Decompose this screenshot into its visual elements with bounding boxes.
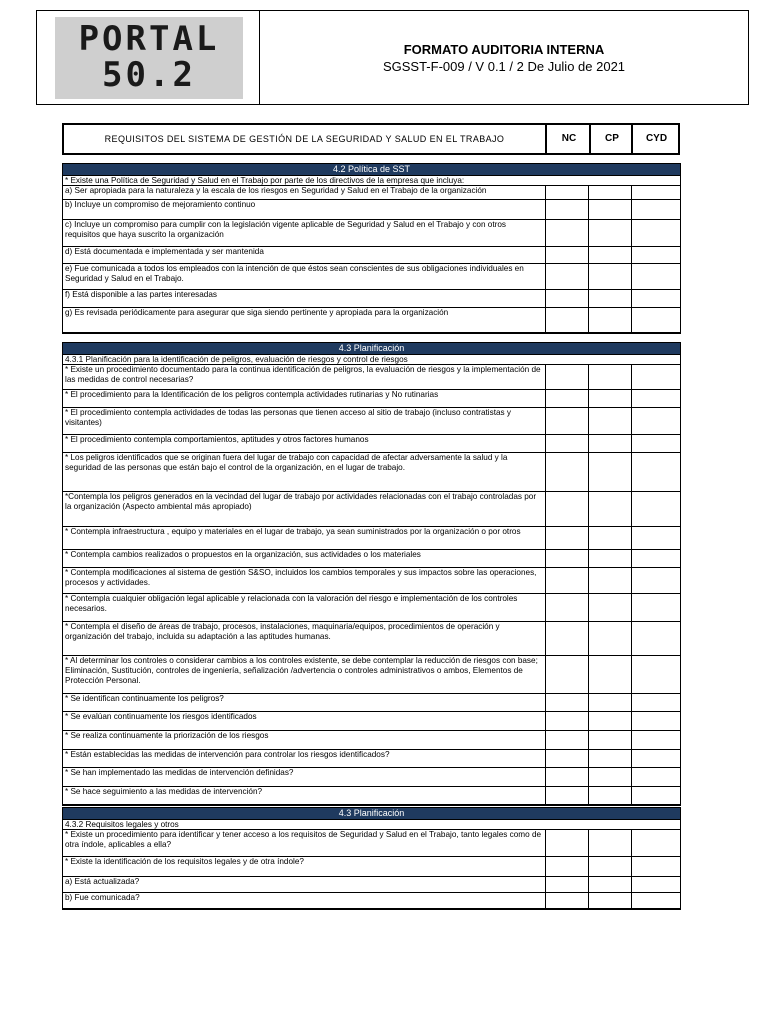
nc-mark-cell[interactable] [546, 750, 589, 768]
nc-mark-cell[interactable] [546, 247, 589, 264]
nc-mark-cell[interactable] [546, 186, 589, 200]
cp-mark-cell[interactable] [589, 750, 632, 768]
table-row [63, 768, 681, 787]
table-row [63, 656, 681, 694]
table-row [63, 787, 681, 806]
portal-logo [55, 17, 243, 99]
requirement-text: * Se identifican continuamente los peligros? [63, 694, 546, 712]
requirements-label: REQUISITOS DEL SISTEMA DE GESTIÓN DE LA SEGURIDAD Y SALUD EN EL TRABAJO [104, 134, 505, 144]
cyd-mark-cell[interactable] [632, 308, 681, 334]
nc-mark-cell[interactable] [546, 290, 589, 308]
cyd-mark-cell[interactable] [632, 492, 681, 527]
nc-mark-cell[interactable] [546, 220, 589, 247]
logo-line-1: PORTAL [78, 19, 220, 59]
section-title: 4.3 Planificación [63, 343, 681, 355]
requirement-text: * El procedimiento contempla actividades de todas las personas que tienen acceso al sitio de trabajo (incluso contratistas y visitantes) [63, 408, 546, 435]
cyd-mark-cell[interactable] [632, 247, 681, 264]
table-row [63, 365, 681, 390]
section-title: 4.3 Planificación [63, 808, 681, 820]
section-subtitle: * Existe una Política de Seguridad y Salud en el Trabajo por parte de los directivos de la empresa que incluya: [63, 176, 681, 186]
cp-mark-cell[interactable] [589, 186, 632, 200]
cp-mark-cell[interactable] [589, 830, 632, 857]
cp-mark-cell[interactable] [589, 656, 632, 694]
logo-cell [37, 11, 260, 104]
requirement-text: * Se han implementado las medidas de intervención definidas? [63, 768, 546, 787]
nc-mark-cell[interactable] [546, 731, 589, 750]
nc-mark-cell[interactable] [546, 893, 589, 910]
cp-mark-cell[interactable] [589, 622, 632, 656]
cp-mark-cell[interactable] [589, 712, 632, 731]
cp-mark-cell[interactable] [589, 550, 632, 568]
document-code: SGSST-F-009 / V 0.1 / 2 De Julio de 2021 [382, 59, 626, 74]
nc-mark-cell[interactable] [546, 492, 589, 527]
nc-mark-cell[interactable] [546, 390, 589, 408]
nc-mark-cell[interactable] [546, 830, 589, 857]
nc-mark-cell[interactable] [546, 308, 589, 334]
requirement-text: * Contempla el diseño de áreas de trabajo, procesos, instalaciones, maquinaria/equipos, procedimientos de operación y organización del trabajo, incluida su adaptación a las aptitudes humanas. [63, 622, 546, 656]
table-row [63, 220, 681, 247]
cyd-mark-cell[interactable] [632, 264, 681, 290]
nc-mark-cell[interactable] [546, 712, 589, 731]
nc-column-header: NC [545, 125, 591, 153]
table-row [63, 186, 681, 200]
nc-mark-cell[interactable] [546, 527, 589, 550]
cp-mark-cell[interactable] [589, 694, 632, 712]
requirement-text: * Contempla modificaciones al sistema de gestión S&SO, incluidos los cambios temporales y sus impactos sobre las operaciones, procesos y actividades. [63, 568, 546, 594]
nc-mark-cell[interactable] [546, 408, 589, 435]
requirement-text: b) Incluye un compromiso de mejoramiento continuo [63, 200, 546, 220]
cp-mark-cell[interactable] [589, 787, 632, 806]
cyd-mark-cell[interactable] [632, 568, 681, 594]
cp-mark-cell[interactable] [589, 220, 632, 247]
cp-mark-cell[interactable] [589, 247, 632, 264]
cp-mark-cell[interactable] [589, 435, 632, 453]
document-title: FORMATO AUDITORIA INTERNA [403, 42, 605, 57]
requirement-text: a) Ser apropiada para la naturaleza y la escala de los riesgos en Seguridad y Salud en el Trabajo de la organización [63, 186, 546, 200]
cyd-mark-cell[interactable] [632, 200, 681, 220]
cyd-mark-cell[interactable] [632, 435, 681, 453]
document-header [36, 10, 749, 105]
nc-mark-cell[interactable] [546, 568, 589, 594]
cp-mark-cell[interactable] [589, 365, 632, 390]
table-row [63, 857, 681, 877]
section-title: 4.2 Política de SST [63, 164, 681, 176]
requirement-text: * El procedimiento para la Identificación de los peligros contempla actividades rutinarias y No rutinarias [63, 390, 546, 408]
nc-mark-cell[interactable] [546, 656, 589, 694]
cyd-mark-cell[interactable] [632, 694, 681, 712]
requirement-text: *Contempla los peligros generados en la vecindad del lugar de trabajo por actividades relacionadas con el trabajo controladas por la organización (Aspecto ambiental más apropiado) [63, 492, 546, 527]
table-row [63, 247, 681, 264]
title-cell [260, 11, 748, 104]
cp-mark-cell[interactable] [589, 453, 632, 492]
table-row [63, 290, 681, 308]
requirement-text: * Al determinar los controles o considerar cambios a los controles existente, se debe contemplar la reducción de riesgos con base; Eliminación, Sustitución, controles de ingeniería, señalización /advertencia o controles administrativos o ambos, Elementos de Protección Personal. [63, 656, 546, 694]
table-row [63, 308, 681, 334]
requirement-text: * Están establecidas las medidas de intervención para controlar los riesgos identificados? [63, 750, 546, 768]
nc-mark-cell[interactable] [546, 877, 589, 893]
table-row [63, 622, 681, 656]
section-requisitos-legales [62, 807, 681, 910]
cyd-mark-cell[interactable] [632, 390, 681, 408]
table-row [63, 453, 681, 492]
cp-mark-cell[interactable] [589, 893, 632, 910]
table-row [63, 694, 681, 712]
cyd-mark-cell[interactable] [632, 365, 681, 390]
nc-mark-cell[interactable] [546, 768, 589, 787]
table-row [63, 200, 681, 220]
cp-mark-cell[interactable] [589, 731, 632, 750]
nc-mark-cell[interactable] [546, 857, 589, 877]
cp-column-header: CP [589, 125, 633, 153]
cyd-mark-cell[interactable] [632, 550, 681, 568]
requirement-text: * Se realiza continuamente la priorización de los riesgos [63, 731, 546, 750]
requirement-text: * Existe un procedimiento documentado para la continua identificación de peligros, la evaluación de riesgos y la implementación de las medidas de control necesarias? [63, 365, 546, 390]
cp-mark-cell[interactable] [589, 594, 632, 622]
requirement-text: * Contempla cambios realizados o propuestos en la organización, sus actividades o los materiales [63, 550, 546, 568]
table-row [63, 435, 681, 453]
section-subtitle: 4.3.2 Requisitos legales y otros [63, 820, 681, 830]
requirement-text: * Se hace seguimiento a las medidas de intervención? [63, 787, 546, 806]
table-row [63, 731, 681, 750]
cp-mark-cell[interactable] [589, 200, 632, 220]
cp-mark-cell[interactable] [589, 290, 632, 308]
table-row [63, 893, 681, 910]
table-row [63, 390, 681, 408]
requirement-text: e) Fue comunicada a todos los empleados con la intención de que éstos sean conscientes de sus obligaciones individuales en Seguridad y Salud en el Trabajo. [63, 264, 546, 290]
cyd-mark-cell[interactable] [632, 768, 681, 787]
requirement-text: * Se evalúan continuamente los riesgos identificados [63, 712, 546, 731]
cyd-mark-cell[interactable] [632, 290, 681, 308]
cp-mark-cell[interactable] [589, 264, 632, 290]
cyd-mark-cell[interactable] [632, 220, 681, 247]
requirement-text: g) Es revisada periódicamente para asegurar que siga siendo pertinente y apropiada para la organización [63, 308, 546, 334]
cp-mark-cell[interactable] [589, 768, 632, 787]
requirement-text: * Los peligros identificados que se originan fuera del lugar de trabajo con capacidad de afectar adversamente la salud y la seguridad de las personas que están bajo el control de la organización, en el lugar de trabajo. [63, 453, 546, 492]
table-row [63, 527, 681, 550]
section-subtitle: 4.3.1 Planificación para la identificación de peligros, evaluación de riesgos y control de riesgos [63, 355, 681, 365]
section-planificacion-peligros [62, 342, 681, 806]
cp-mark-cell[interactable] [589, 492, 632, 527]
cyd-mark-cell[interactable] [632, 893, 681, 910]
requirement-text: a) Está actualizada? [63, 877, 546, 893]
cp-mark-cell[interactable] [589, 308, 632, 334]
nc-mark-cell[interactable] [546, 200, 589, 220]
table-row [63, 712, 681, 731]
nc-mark-cell[interactable] [546, 365, 589, 390]
cyd-mark-cell[interactable] [632, 787, 681, 806]
cyd-mark-cell[interactable] [632, 712, 681, 731]
nc-mark-cell[interactable] [546, 550, 589, 568]
cp-mark-cell[interactable] [589, 877, 632, 893]
cyd-mark-cell[interactable] [632, 527, 681, 550]
requirement-text: * Contempla infraestructura , equipo y materiales en el lugar de trabajo, ya sean suministrados por la organización o por otros [63, 527, 546, 550]
requirement-text: d) Está documentada e implementada y ser mantenida [63, 247, 546, 264]
nc-mark-cell[interactable] [546, 694, 589, 712]
cp-mark-cell[interactable] [589, 390, 632, 408]
table-row [63, 830, 681, 857]
cp-mark-cell[interactable] [589, 857, 632, 877]
cyd-mark-cell[interactable] [632, 656, 681, 694]
requirement-text: * Contempla cualquier obligación legal aplicable y relacionada con la valoración del riesgo e implementación de los controles necesarios. [63, 594, 546, 622]
table-row [63, 750, 681, 768]
requirement-text: * El procedimiento contempla comportamientos, aptitudes y otros factores humanos [63, 435, 546, 453]
nc-mark-cell[interactable] [546, 594, 589, 622]
nc-mark-cell[interactable] [546, 453, 589, 492]
cyd-mark-cell[interactable] [632, 622, 681, 656]
nc-mark-cell[interactable] [546, 264, 589, 290]
section-politica-sst [62, 163, 681, 334]
cyd-mark-cell[interactable] [632, 408, 681, 435]
table-row [63, 492, 681, 527]
requirements-header-row [62, 123, 680, 155]
table-row [63, 568, 681, 594]
cyd-mark-cell[interactable] [632, 750, 681, 768]
cyd-column-header: CYD [631, 125, 680, 153]
table-row [63, 408, 681, 435]
requirement-text: c) Incluye un compromiso para cumplir con la legislación vigente aplicable de Seguridad y Salud en el Trabajo y con otros requisitos que haya suscrito la organización [63, 220, 546, 247]
nc-mark-cell[interactable] [546, 622, 589, 656]
cyd-mark-cell[interactable] [632, 857, 681, 877]
requirement-text: b) Fue comunicada? [63, 893, 546, 910]
cyd-mark-cell[interactable] [632, 186, 681, 200]
table-row [63, 877, 681, 893]
cyd-mark-cell[interactable] [632, 877, 681, 893]
requirement-text: f) Está disponible a las partes interesadas [63, 290, 546, 308]
table-row [63, 264, 681, 290]
cp-mark-cell[interactable] [589, 408, 632, 435]
cyd-mark-cell[interactable] [632, 594, 681, 622]
cp-mark-cell[interactable] [589, 568, 632, 594]
table-row [63, 550, 681, 568]
cp-mark-cell[interactable] [589, 527, 632, 550]
nc-mark-cell[interactable] [546, 435, 589, 453]
table-row [63, 594, 681, 622]
cyd-mark-cell[interactable] [632, 453, 681, 492]
nc-mark-cell[interactable] [546, 787, 589, 806]
cyd-mark-cell[interactable] [632, 830, 681, 857]
requirement-text: * Existe la identificación de los requisitos legales y de otra índole? [63, 857, 546, 877]
logo-line-2: 50.2 [102, 55, 196, 95]
cyd-mark-cell[interactable] [632, 731, 681, 750]
requirement-text: * Existe un procedimiento para identificar y tener acceso a los requisitos de Seguridad y Salud en el Trabajo, tanto legales como de otra índole, aplicables a ella? [63, 830, 546, 857]
